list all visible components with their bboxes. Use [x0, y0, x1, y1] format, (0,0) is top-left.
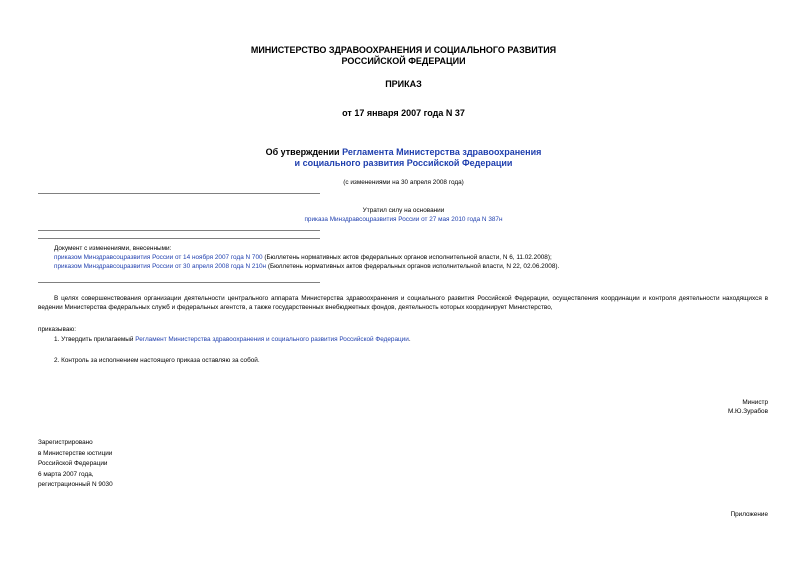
amendment-note: (с изменениями на 30 апреля 2008 года) — [343, 179, 464, 186]
order-item-1-suffix: . — [408, 336, 411, 343]
title-link-line-2[interactable]: и социального развития Российской Федерации — [294, 158, 513, 168]
registration-line: Российской Федерации — [38, 460, 108, 467]
change-item-1 — [54, 253, 774, 262]
status-link[interactable]: приказа Минздравсоцразвития России от 27 мая 2010 года N 387н — [304, 216, 503, 223]
signature-position: Министр — [742, 399, 768, 406]
order-word: приказываю: — [38, 326, 76, 333]
change-item-1-text: (Бюллетень нормативных актов федеральных органов исполнительной власти, N 6, 11.02.2008); — [262, 254, 552, 261]
changes-block — [54, 244, 774, 271]
changes-intro: Документ с изменениями, внесенными: — [54, 245, 172, 252]
divider-4 — [38, 282, 320, 283]
title-prefix: Об утверждении — [265, 147, 343, 157]
order-item-1 — [54, 335, 768, 344]
registration-line: в Министерстве юстиции — [38, 449, 113, 457]
title-link-line-1[interactable]: Регламента Министерства здравоохранения — [342, 147, 542, 157]
preamble: В целях совершенствования организации деятельности центрального аппарата Министерства здравоохранения и социального развития Российской Федерации, осуществления координации и контроля деятельности находящихся в ведении Министерства федеральных служб и федеральных агентств, а также государственных внебюджетных фондов, деятельность которых координирует Министерство, — [38, 295, 768, 311]
signature-name: М.Ю.Зурабов — [727, 408, 768, 415]
divider-3 — [38, 238, 320, 239]
registration-line: Зарегистрировано — [38, 439, 93, 446]
registration-block — [38, 438, 113, 491]
ministry-line-1: МИНИСТЕРСТВО ЗДРАВООХРАНЕНИЯ И СОЦИАЛЬНОГО РАЗВИТИЯ — [250, 45, 557, 55]
divider-2 — [38, 230, 320, 231]
change-item-2-text: (Бюллетень нормативных актов федеральных органов исполнительной власти, N 22, 02.06.2008). — [266, 263, 560, 270]
change-item-2 — [54, 262, 774, 271]
change-item-1-link[interactable]: приказом Минздравсоцразвития России от 14 ноября 2007 года N 700 — [54, 254, 263, 261]
order-item-1-link[interactable]: Регламент Министерства здравоохранения и социального развития Российской Федерации — [135, 336, 409, 343]
order-item-1-prefix: 1. Утвердить прилагаемый — [54, 336, 136, 343]
change-item-2-link[interactable]: приказом Минздравсоцразвития России от 30 апреля 2008 года N 210н — [54, 263, 267, 270]
signature-block — [728, 398, 768, 416]
ministry-line-2: РОССИЙСКОЙ ФЕДЕРАЦИИ — [341, 56, 466, 66]
status-block — [0, 206, 807, 224]
doc-type: ПРИКАЗ — [385, 79, 422, 89]
doc-title — [0, 147, 807, 169]
order-item-2: 2. Контроль за исполнением настоящего приказа оставляю за собой. — [54, 357, 260, 364]
status-line-1: Утратил силу на основании — [362, 207, 445, 214]
appendix-label: Приложение — [730, 511, 768, 518]
divider-1 — [38, 193, 320, 194]
registration-line: регистрационный N 9030 — [38, 481, 113, 488]
doc-date-number: от 17 января 2007 года N 37 — [342, 108, 465, 118]
registration-line: 6 марта 2007 года, — [38, 470, 94, 478]
ministry-header — [0, 45, 807, 67]
